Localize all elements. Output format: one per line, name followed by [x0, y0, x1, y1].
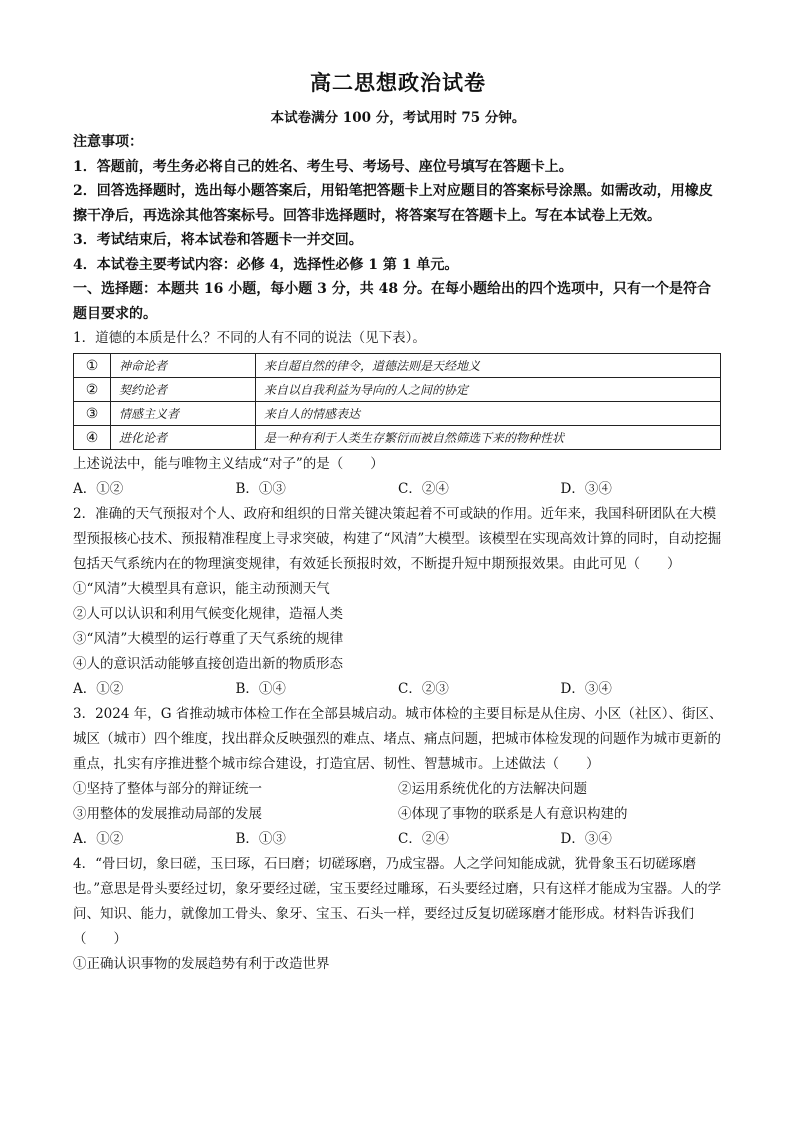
option-c: C．②④ — [398, 481, 449, 497]
q2-statement: ①“风清”大模型具有意识，能主动预测天气 — [73, 581, 330, 597]
table-cell-desc: 是一种有利于人类生存繁衍而被自然筛选下来的物种性状 — [256, 426, 721, 450]
q2-stem: 2．准确的天气预报对个人、政府和组织的日常关键决策起着不可或缺的作用。近年来，我国科研团队在大模型预报核心技术、预报精准程度上寻求突破，构建了“风清”大模型。该模型在实现高效计算的同时，自动挖掘包括天气系统内在的物理演变规律，有效延长预报时效，不断提升短中期预报效果。由此可见（ ） — [73, 506, 722, 572]
option-b: B．①③ — [235, 481, 286, 497]
table-row — [74, 426, 721, 450]
table-cell-name: 情感主义者 — [111, 402, 256, 426]
q3-stem: 3．2024 年，G 省推动城市体检工作在全部县城启动。城市体检的主要目标是从住房、小区（社区）、街区、城区（城市）四个维度，找出群众反映强烈的难点、堵点、痛点问题，把城市体检发现的问题作为城市更新的重点，扎实有序推进整个城市综合建设，打造宜居、韧性、智慧城市。上述做法（ ） — [73, 706, 723, 772]
table-cell-name: 契约论者 — [111, 378, 256, 402]
q2-statement: ②人可以认识和利用气候变化规律，造福人类 — [73, 606, 343, 622]
q3-statement: ②运用系统优化的方法解决问题 — [398, 781, 587, 797]
option-a: A．①② — [73, 681, 124, 697]
option-c: C．②③ — [398, 681, 449, 697]
option-d: D．③④ — [560, 481, 612, 497]
option-b: B．①④ — [235, 681, 286, 697]
notice-item: 3．考试结束后，将本试卷和答题卡一并交回。 — [73, 232, 363, 248]
table-cell-name: 神命论者 — [111, 354, 256, 378]
notice-heading: 注意事项： — [73, 134, 143, 150]
table-cell-num: ① — [74, 354, 111, 378]
q3-statement: ④体现了事物的联系是人有意识构建的 — [398, 806, 628, 822]
table-row — [74, 402, 721, 426]
table-cell-num: ③ — [74, 402, 111, 426]
q1-options — [73, 477, 723, 502]
table-cell-desc: 来自以自我利益为导向的人之间的协定 — [256, 378, 721, 402]
notice-item: 4．本试卷主要考试内容：必修 4，选择性必修 1 第 1 单元。 — [73, 256, 459, 273]
q3-options — [73, 827, 723, 852]
table-row — [74, 354, 721, 378]
notice-item: 2．回答选择题时，选出每小题答案后，用铅笔把答题卡上对应题目的答案标号涂黑。如需改动，用橡皮擦干净后，再选涂其他答案标号。回答非选择题时，将答案写在答题卡上。写在本试卷上无效。 — [73, 183, 713, 224]
q2-statement: ③“风清”大模型的运行尊重了天气系统的规律 — [73, 631, 344, 647]
notice-item: 1．答题前，考生务必将自己的姓名、考生号、考场号、座位号填写在答题卡上。 — [73, 158, 573, 175]
q2-statement: ④人的意识活动能够直接创造出新的物质形态 — [73, 656, 343, 672]
q2-options — [73, 677, 723, 702]
q3-statement: ③用整体的发展推动局部的发展 — [73, 806, 262, 822]
exam-page — [73, 68, 723, 977]
option-a: A．①② — [73, 481, 124, 497]
q1-question: 上述说法中，能与唯物主义结成“对子”的是（ ） — [73, 456, 384, 472]
table-cell-desc: 来自人的情感表达 — [256, 402, 721, 426]
option-d: D．③④ — [560, 831, 612, 847]
q4-stem: 4．“骨曰切，象曰磋，玉曰琢，石曰磨；切磋琢磨，乃成宝器。人之学问知能成就，犹骨象玉石切磋琢磨也。”意思是骨头要经过切，象牙要经过磋，宝玉要经过雕琢，石头要经过磨，只有这样才能成为宝器。人的学问、知识、能力，就像加工骨头、象牙、宝玉、石头一样，要经过反复切磋琢磨才能形成。材料告诉我们（ ） — [73, 856, 722, 947]
table-row — [74, 378, 721, 402]
option-a: A．①② — [73, 831, 124, 847]
exam-subtitle: 本试卷满分 100 分，考试用时 75 分钟。 — [270, 110, 526, 126]
table-cell-num: ④ — [74, 426, 111, 450]
table-cell-name: 进化论者 — [111, 426, 256, 450]
q4-statement: ①正确认识事物的发展趋势有利于改造世界 — [73, 956, 330, 972]
page-title: 高二思想政治试卷 — [310, 70, 486, 95]
q1-stem: 1．道德的本质是什么？不同的人有不同的说法（见下表）。 — [73, 330, 426, 346]
q3-statements-row — [73, 777, 723, 802]
option-d: D．③④ — [560, 681, 612, 697]
option-b: B．①③ — [235, 831, 286, 847]
option-c: C．②④ — [398, 831, 449, 847]
table-cell-desc: 来自超自然的律令，道德法则是天经地义 — [256, 354, 721, 378]
section-heading: 一、选择题：本题共 16 小题，每小题 3 分，共 48 分。在每小题给出的四个选项中，只有一个是符合题目要求的。 — [73, 281, 711, 322]
q3-statements-row — [73, 802, 723, 827]
q3-statement: ①坚持了整体与部分的辩证统一 — [73, 781, 262, 797]
q1-table — [73, 353, 721, 450]
table-cell-num: ② — [74, 378, 111, 402]
